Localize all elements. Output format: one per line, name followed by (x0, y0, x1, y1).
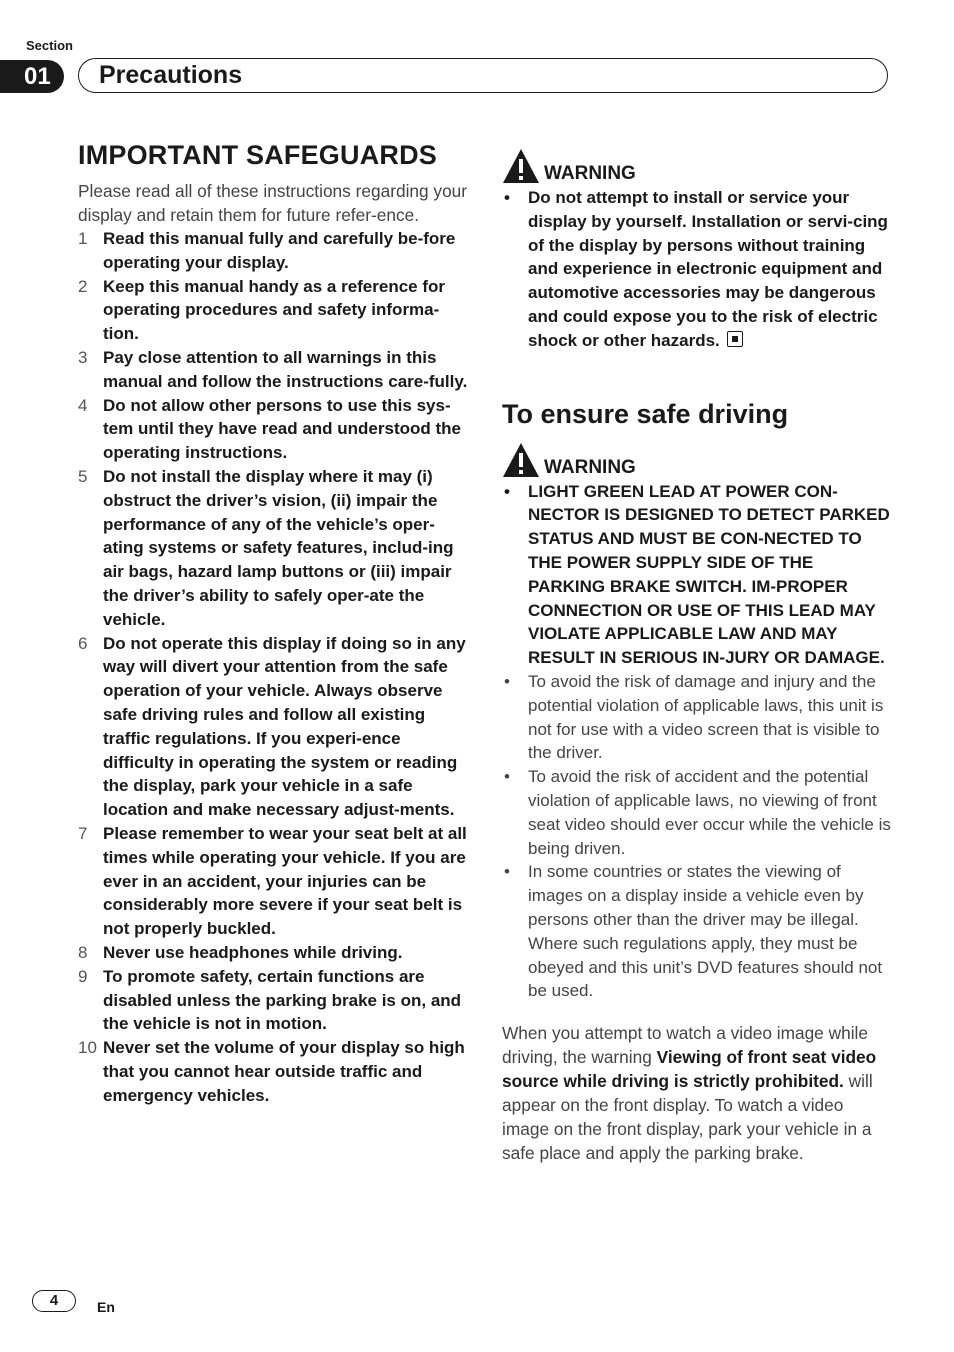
item-text: Do not operate this display if doing so in any way will divert your attention from the safe operation of your vehicle. Always observe safe driving rules and follow all existing traffic regulations. If you experi-ence difficulty in operating the system or reading the display, park your vehicle in a safe location and make necessary adjust-ments. (103, 633, 466, 820)
list-item (78, 227, 468, 275)
list-item (78, 1036, 468, 1107)
closing-paragraph (502, 1021, 892, 1165)
item-text: LIGHT GREEN LEAD AT POWER CON-NECTOR IS DESIGNED TO DETECT PARKED STATUS AND MUST BE CON-NECTED TO THE POWER SUPPLY SIDE OF THE PARKING BRAKE SWITCH. IM-PROPER CONNECTION OR USE OF THIS LEAD MAY VIOLATE APPLICABLE LAW AND MAY RESULT IN SERIOUS IN-JURY OR DAMAGE. (528, 481, 890, 668)
item-number: 8 (78, 942, 88, 962)
item-text: In some countries or states the viewing of images on a display inside a vehicle even by persons other than the driver may be illegal. Where such regulations apply, they must be obeyed and this unit’s DVD features should not be used. (528, 862, 883, 1001)
section-label: Section (26, 38, 73, 53)
section-number-tab: 01 (0, 60, 64, 93)
item-text: Keep this manual handy as a reference for operating procedures and safety informa-tion. (103, 276, 446, 344)
language-code: En (97, 1299, 115, 1315)
warning-text: Do not attempt to install or service your display by yourself. Installation or servi-cing of the display by persons without training and experience in electronic equipment and automotive accessories may be dangerous and could expose you to the risk of electric shock or other hazards. (528, 188, 888, 350)
warning-list (502, 186, 892, 353)
section-title-box (78, 58, 888, 93)
bullet: • (504, 767, 510, 787)
list-item (78, 941, 468, 965)
item-number: 3 (78, 347, 88, 367)
list-item (78, 632, 468, 822)
item-text: Do not install the display where it may (i) obstruct the driver’s vision, (ii) impair the performance of any of the vehicle’s oper-ating systems or safety features, includ-ing air bags, hazard lamp buttons or (iii) impair the driver’s ability to safely oper-ate the vehicle. (103, 466, 454, 629)
item-number: 10 (78, 1038, 97, 1058)
page-number: 4 (32, 1290, 76, 1312)
warning-title: WARNING (544, 163, 636, 184)
list-item (502, 860, 892, 1003)
bullet: • (504, 862, 510, 882)
item-text: Please remember to wear your seat belt at all times while operating your vehicle. If you are ever in an accident, your injuries can be considerably more severe if your seat belt is not properly buckled. (103, 823, 467, 939)
warning-list (502, 480, 892, 1004)
end-mark-icon (727, 331, 743, 347)
safeguard-list (78, 227, 468, 1107)
closing-text-2: will appear on the front display. To watch a video image on the front display, park your vehicle in a safe place and apply the parking brake. (502, 1071, 873, 1164)
right-column (502, 146, 892, 1165)
bullet: • (504, 481, 510, 501)
warning-header (502, 440, 892, 478)
item-number: 5 (78, 466, 88, 486)
left-column (78, 140, 468, 1107)
item-number: 2 (78, 276, 88, 296)
list-item (78, 822, 468, 941)
warning-title: WARNING (544, 456, 636, 478)
list-item (502, 480, 892, 670)
item-text: To promote safety, certain functions are disabled unless the parking brake is on, and the vehicle is not in motion. (103, 966, 462, 1034)
list-item (78, 275, 468, 346)
safe-driving-heading: To ensure safe driving (502, 398, 789, 429)
list-item (502, 186, 892, 353)
item-text: Read this manual fully and carefully be-fore operating your display. (103, 229, 456, 272)
list-item (502, 670, 892, 765)
item-text: Never use headphones while driving. (103, 942, 403, 962)
closing-text-1: When you attempt to watch a video image while driving, the warning (502, 1023, 868, 1068)
item-number: 7 (78, 823, 88, 843)
item-number: 9 (78, 966, 88, 986)
item-text: Pay close attention to all warnings in this manual and follow the instructions care-fully. (103, 347, 468, 391)
warning-triangle-icon (502, 442, 540, 478)
item-text: To avoid the risk of accident and the potential violation of applicable laws, no viewing of front seat video should ever occur while the vehicle is being driven. (528, 767, 891, 858)
section-title: Precautions (99, 61, 243, 89)
bullet: • (504, 188, 510, 207)
item-text: To avoid the risk of damage and injury and the potential violation of applicable laws, this unit is not for use with a video screen that is visible to the driver. (528, 671, 884, 763)
bullet: • (504, 671, 510, 691)
item-text: Never set the volume of your display so high that you cannot hear outside traffic and emergency vehicles. (103, 1038, 465, 1105)
list-item (78, 346, 468, 394)
item-text: Do not allow other persons to use this sys-tem until they have read and understood the operating instructions. (103, 395, 461, 463)
intro-paragraph: Please read all of these instructions regarding your display and retain them for future refer-ence. (78, 181, 468, 225)
important-safeguards-heading: IMPORTANT SAFEGUARDS (78, 140, 437, 170)
list-item (78, 965, 468, 1036)
closing-warning-message: Viewing of front seat video source while driving is strictly prohibited. (502, 1047, 877, 1092)
item-number: 1 (78, 229, 88, 248)
list-item (78, 465, 468, 632)
list-item (502, 765, 892, 860)
item-number: 6 (78, 633, 88, 653)
warning-triangle-icon (502, 148, 540, 184)
list-item (78, 394, 468, 465)
warning-header (502, 146, 892, 184)
item-number: 4 (78, 395, 88, 415)
